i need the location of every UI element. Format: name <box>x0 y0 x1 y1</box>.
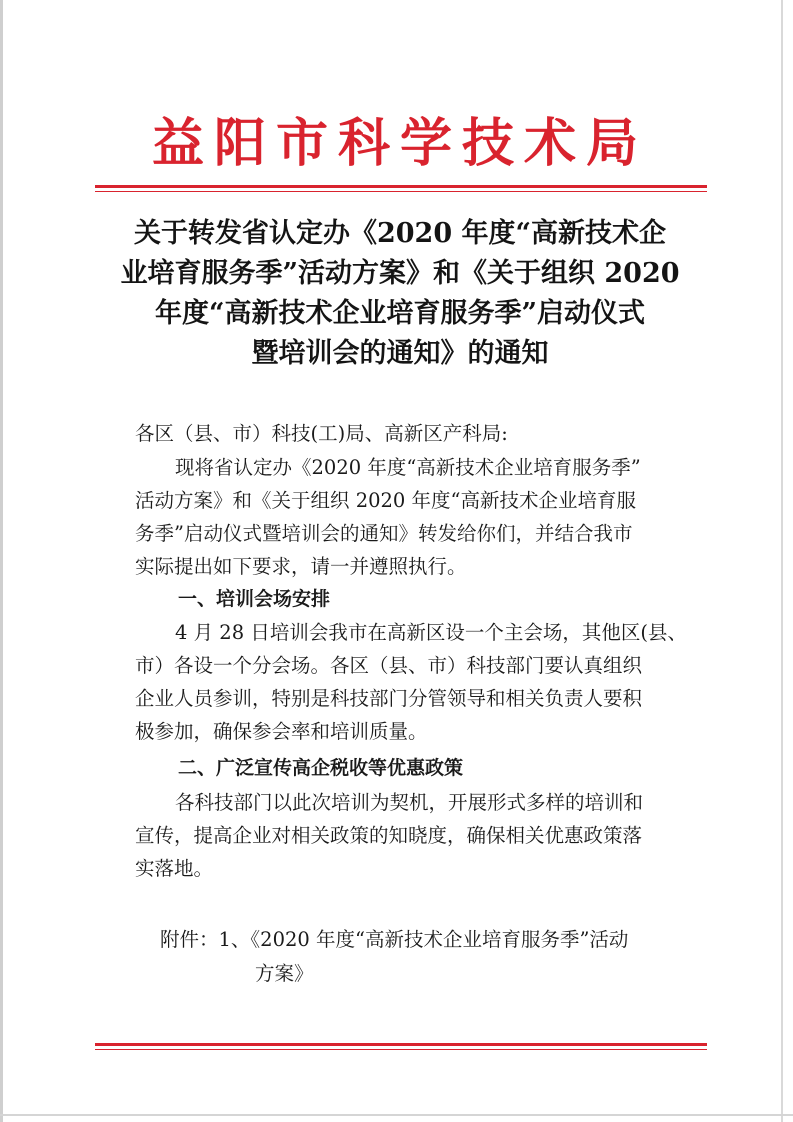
title-line-2: 业培育服务季”活动方案》和《关于组织 2020 <box>120 258 680 289</box>
page-edge-left <box>0 0 3 1122</box>
section-2-heading: 二、广泛宣传高企税收等优惠政策 <box>178 757 464 779</box>
title-line-1: 关于转发省认定办《2020 年度“高新技术企 <box>133 218 667 249</box>
footer-red-rule-thin <box>95 1049 707 1050</box>
section-1-heading: 一、培训会场安排 <box>178 588 331 610</box>
section-1-line-1: 4 月 28 日培训会我市在高新区设一个主会场，其他区(县、 <box>175 621 687 644</box>
title-line-4: 暨培训会的通知》的通知 <box>251 338 549 369</box>
document-title <box>120 214 680 374</box>
attachment-line-1: 附件：1、《2020 年度“高新技术企业培育服务季”活动 <box>160 928 629 951</box>
paragraph-intro-line-4: 实际提出如下要求，请一并遵照执行。 <box>135 555 467 578</box>
salutation <box>135 417 675 450</box>
salutation-text: 各区（县、市）科技(工)局、高新区产科局: <box>135 422 508 445</box>
letterhead-org-name: 益阳市科学技术局 <box>151 113 648 174</box>
paragraph-intro <box>135 451 675 583</box>
letterhead-red-rule-thin <box>95 191 707 192</box>
title-line-3: 年度“高新技术企业培育服务季”启动仪式 <box>154 298 646 329</box>
section-1-line-3: 企业人员参训，特别是科技部门分管领导和相关负责人要积 <box>135 687 643 710</box>
page-edge-bottom <box>0 1114 793 1116</box>
section-2-body <box>135 786 675 885</box>
attachment-line-2: 方案》 <box>255 962 314 985</box>
section-1-line-4: 极参加，确保参会率和培训质量。 <box>135 720 428 743</box>
paragraph-intro-line-1: 现将省认定办《2020 年度“高新技术企业培育服务季” <box>175 456 641 479</box>
section-2-line-3: 实落地。 <box>135 857 214 880</box>
section-1-body <box>135 616 687 748</box>
section-2-line-1: 各科技部门以此次培训为契机，开展形式多样的培训和 <box>175 791 644 814</box>
section-1-line-2: 市）各设一个分会场。各区（县、市）科技部门要认真组织 <box>135 654 643 677</box>
footer-red-rule-thick <box>95 1043 707 1046</box>
attachment-list <box>160 923 628 991</box>
section-2-line-2: 宣传，提高企业对相关政策的知晓度，确保相关优惠政策落 <box>135 824 643 847</box>
letterhead-red-rule-thick <box>95 185 707 188</box>
paragraph-intro-line-2: 活动方案》和《关于组织 2020 年度“高新技术企业培育服 <box>135 489 636 512</box>
paragraph-intro-line-3: 务季”启动仪式暨培训会的通知》转发给你们，并结合我市 <box>135 522 633 545</box>
page-edge-right <box>781 0 783 1122</box>
